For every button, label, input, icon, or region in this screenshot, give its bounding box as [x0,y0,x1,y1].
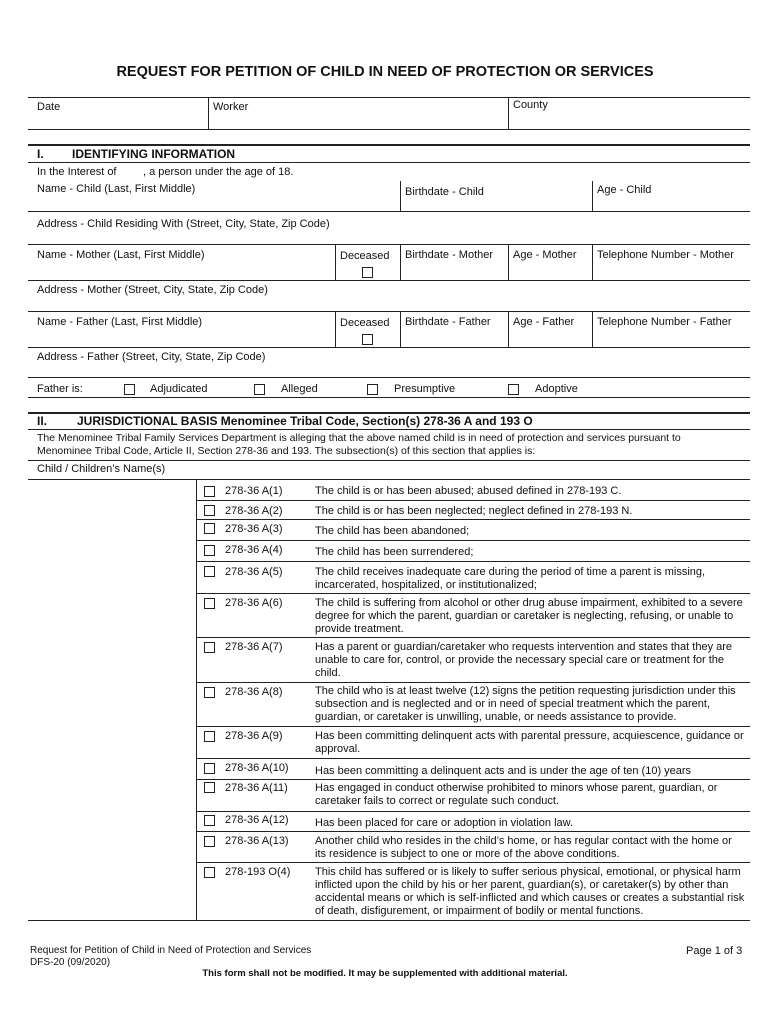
divider [508,97,509,129]
footer-form-number: DFS-20 (09/2020) [30,957,111,968]
item-12-text: Has been placed for care or adoption in violation law. [315,817,574,829]
item-7-code: 278-36 A(7) [225,641,283,653]
item-11-code: 278-36 A(11) [225,782,288,794]
item-1-text: The child is or has been abused; abused defined in 278-193 C. [315,485,622,497]
father-name-label: Name - Father (Last, First Middle) [37,316,203,328]
footer-page-number: Page 1 of 3 [686,945,743,957]
divider [400,311,401,347]
footer-notice: This form shall not be modified. It may be supplemented with additional material. [202,968,568,979]
item-5-text: The child receives inadequate care during the period of time a parent is missing, incarcerated, hospitalized, or institutionalized; [315,566,706,591]
item-11-checkbox[interactable] [204,782,215,793]
divider [196,500,750,501]
adoptive-label: Adoptive [535,383,578,395]
item-6-text: The child is suffering from alcohol or other drug abuse impairment, exhibited to a severe degree for which the parent, guardian or caretaker is neglecting, refusing, or unable to provide treatment. [315,597,743,635]
father-is-label: Father is: [37,383,83,395]
mother-address-label: Address - Mother (Street, City, State, Zip Code) [37,284,268,296]
divider [196,811,750,812]
divider [28,429,750,430]
item-9-code: 278-36 A(9) [225,730,283,742]
item-13-checkbox[interactable] [204,836,215,847]
page-title: REQUEST FOR PETITION OF CHILD IN NEED OF PROTECTION OR SERVICES [116,64,654,80]
county-label: County [513,99,548,111]
divider [592,181,593,211]
item-12-code: 278-36 A(12) [225,814,289,826]
item-4-checkbox[interactable] [204,545,215,556]
father-deceased-checkbox[interactable] [362,334,373,345]
divider [196,519,750,520]
divider [196,593,750,594]
item-8-code: 278-36 A(8) [225,686,283,698]
section-1-number: I. [37,147,44,161]
father-address-label: Address - Father (Street, City, State, Zip Code) [37,351,266,363]
divider [196,540,750,541]
divider [196,561,750,562]
item-9-text: Has been committing delinquent acts with parental pressure, acquiescence, guidance or approval. [315,730,744,755]
item-10-text: Has been committing a delinquent acts and is under the age of ten (10) years [315,765,692,777]
divider [28,347,750,348]
item-3-text: The child has been abandoned; [315,525,470,537]
item-9-checkbox[interactable] [204,731,215,742]
item-2-code: 278-36 A(2) [225,505,283,517]
mother-birthdate-label: Birthdate - Mother [405,249,494,261]
mother-age-label: Age - Mother [513,249,577,261]
divider [196,726,750,727]
divider [335,311,336,347]
child-age-label: Age - Child [597,184,652,196]
alleged-label: Alleged [281,383,318,395]
divider [28,162,750,163]
divider [196,758,750,759]
children-names-label: Child / Children’s Name(s) [37,463,166,475]
item-5-checkbox[interactable] [204,566,215,577]
divider [28,97,750,98]
adjudicated-label: Adjudicated [150,383,208,395]
divider [28,460,750,461]
child-birthdate-label: Birthdate - Child [405,186,484,198]
divider [508,311,509,347]
item-8-checkbox[interactable] [204,687,215,698]
father-birthdate-label: Birthdate - Father [405,316,491,328]
item-14-checkbox[interactable] [204,867,215,878]
item-2-checkbox[interactable] [204,505,215,516]
item-7-text: Has a parent or guardian/caretaker who requests intervention and states that they are unable to care for, control, or provide the necessary special care or treatment for the child. [315,641,733,679]
divider [508,244,509,280]
item-4-text: The child has been surrendered; [315,546,474,558]
item-12-checkbox[interactable] [204,815,215,826]
item-10-checkbox[interactable] [204,763,215,774]
section-2-intro-line-2: Menominee Tribal Code, Article II, Section 278-36 and 193. The subsection(s) of this section that applies is: [37,445,536,457]
interest-suffix: , a person under the age of 18. [143,166,294,178]
divider [28,377,750,378]
divider [28,479,750,480]
item-3-checkbox[interactable] [204,523,215,534]
section-2-intro-line-1: The Menominee Tribal Family Services Department is alleging that the above named child is in need of protection and services pursuant to [37,432,681,444]
divider [196,637,750,638]
mother-deceased-label: Deceased [340,250,390,262]
divider [400,244,401,280]
divider [196,831,750,832]
item-1-checkbox[interactable] [204,486,215,497]
footer-form-title: Request for Petition of Child in Need of Protection and Services [30,945,312,956]
father-deceased-label: Deceased [340,317,390,329]
item-6-checkbox[interactable] [204,598,215,609]
item-11-text: Has engaged in conduct otherwise prohibited to minors whose parent, guardian, or caretaker fails to correct or regulate such conduct. [315,782,718,807]
divider [28,211,750,212]
item-2-text: The child is or has been neglected; neglect defined in 278-193 N. [315,505,633,517]
divider [28,129,750,130]
adjudicated-checkbox[interactable] [124,384,135,395]
item-5-code: 278-36 A(5) [225,566,283,578]
item-13-code: 278-36 A(13) [225,835,289,847]
divider [28,920,750,921]
section-2-heading: JURISDICTIONAL BASIS Menominee Tribal Code, Section(s) 278-36 A and 193 O [77,414,533,428]
item-4-code: 278-36 A(4) [225,544,283,556]
divider [28,397,750,398]
divider [196,682,750,683]
section-1-heading: IDENTIFYING INFORMATION [72,147,236,161]
mother-deceased-checkbox[interactable] [362,267,373,278]
interest-prefix: In the Interest of [37,166,117,178]
alleged-checkbox[interactable] [254,384,265,395]
item-10-code: 278-36 A(10) [225,762,289,774]
divider [28,244,750,245]
worker-label: Worker [213,101,249,113]
child-address-label: Address - Child Residing With (Street, City, State, Zip Code) [37,218,330,230]
presumptive-label: Presumptive [394,383,456,395]
section-rule [28,144,750,146]
item-14-code: 278-193 O(4) [225,866,291,878]
divider [196,779,750,780]
item-7-checkbox[interactable] [204,642,215,653]
divider [335,244,336,280]
father-age-label: Age - Father [513,316,575,328]
section-2-number: II. [37,414,48,428]
father-phone-label: Telephone Number - Father [597,316,732,328]
item-6-code: 278-36 A(6) [225,597,283,609]
mother-name-label: Name - Mother (Last, First Middle) [37,249,205,261]
item-1-code: 278-36 A(1) [225,485,283,497]
divider [400,181,401,211]
divider [28,280,750,281]
adoptive-checkbox[interactable] [508,384,519,395]
date-label: Date [37,101,61,113]
divider [592,244,593,280]
item-13-text: Another child who resides in the child’s home, or has regular contact with the home or its residence is subject to one or more of the above conditions. [315,835,732,860]
divider [592,311,593,347]
item-8-text: The child who is at least twelve (12) signs the petition requesting jurisdiction under this subsection and is neglected and or in need of special treatment which the parent, guardian, or caretaker is unwilling, unable, or needs assistance to provide. [315,685,736,723]
divider [28,311,750,312]
mother-phone-label: Telephone Number - Mother [597,249,734,261]
divider [208,97,209,129]
presumptive-checkbox[interactable] [367,384,378,395]
divider [196,479,197,920]
divider [196,862,750,863]
item-14-text: This child has suffered or is likely to suffer serious physical, emotional, or physical harm inflicted upon the child by his or her parent, guardian(s), or caretaker(s) by other than accidental means or which is self-inflicted and which causes or creates a substantial risk of death, disfigurement, or impairment of bodily or mental functions. [315,866,745,917]
item-3-code: 278-36 A(3) [225,523,283,535]
child-name-label: Name - Child (Last, First Middle) [37,183,196,195]
